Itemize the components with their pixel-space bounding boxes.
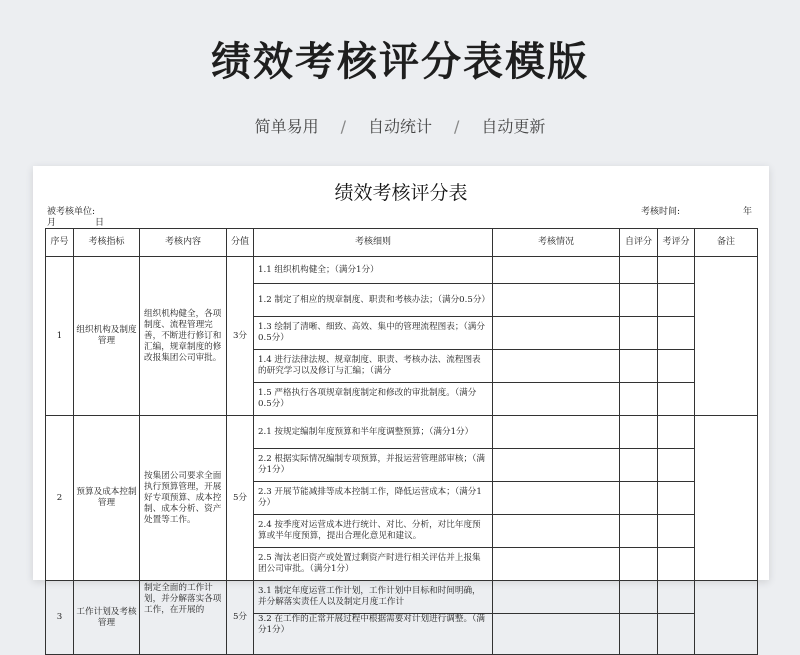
self-score-cell[interactable] — [620, 581, 658, 614]
review-score-cell[interactable] — [658, 257, 695, 284]
month-label: 月 — [47, 218, 57, 228]
detail-cell[interactable]: 1.1 组织机构健全；（满分1分） — [254, 257, 493, 284]
hero-title: 绩效考核评分表模版 — [211, 39, 589, 85]
detail-cell[interactable]: 1.3 绘制了清晰、细致、高效、集中的管理流程图表；（满分0.5分） — [254, 317, 493, 350]
content-cell[interactable]: 制定全面的工作计划，并分解落实各项工作，在开展的 — [140, 581, 227, 655]
status-cell[interactable] — [493, 350, 620, 383]
indicator-cell[interactable]: 工作计划及考核管理 — [74, 581, 140, 655]
year-label: 年 — [743, 207, 753, 217]
detail-cell[interactable]: 2.2 根据实际情况编制专项预算，并报运营管理部审核；（满分1分） — [254, 449, 493, 482]
sheet-title: 绩效考核评分表 — [334, 182, 468, 204]
tag-separator: / — [340, 117, 346, 136]
detail-cell[interactable]: 1.5 严格执行各项规章制度制定和修改的审批制度。（满分0.5分） — [254, 383, 493, 416]
status-cell[interactable] — [493, 581, 620, 614]
self-score-cell[interactable] — [620, 257, 658, 284]
tag-auto-update: 自动更新 — [481, 117, 546, 136]
col-header: 考核指标 — [74, 229, 140, 257]
score-table — [45, 228, 758, 655]
col-header: 自评分 — [620, 229, 658, 257]
self-score-cell[interactable] — [620, 350, 658, 383]
tag-auto-stats: 自动统计 — [367, 117, 432, 136]
table-row — [46, 581, 758, 614]
unit-label: 被考核单位: — [47, 207, 96, 217]
self-score-cell[interactable] — [620, 482, 658, 515]
table-row — [46, 257, 758, 284]
col-header: 备注 — [695, 229, 758, 257]
review-score-cell[interactable] — [658, 383, 695, 416]
col-header: 分值 — [227, 229, 254, 257]
indicator-cell[interactable]: 预算及成本控制管理 — [74, 416, 140, 581]
review-score-cell[interactable] — [658, 548, 695, 581]
status-cell[interactable] — [493, 383, 620, 416]
self-score-cell[interactable] — [620, 449, 658, 482]
detail-cell[interactable]: 3.1 制定年度运营工作计划，工作计划中目标和时间明确，并分解落实责任人以及制定月度工作计 — [254, 581, 493, 614]
status-cell[interactable] — [493, 515, 620, 548]
status-cell[interactable] — [493, 257, 620, 284]
detail-cell[interactable]: 2.5 淘汰老旧资产或处置过剩资产时进行相关评估并上报集团公司审批。（满分1分） — [254, 548, 493, 581]
col-header: 序号 — [46, 229, 74, 257]
detail-cell[interactable]: 2.1 按规定编制年度预算和半年度调整预算；（满分1分） — [254, 416, 493, 449]
feature-tagline — [0, 114, 800, 137]
tag-easy: 简单易用 — [254, 117, 319, 136]
status-cell[interactable] — [493, 449, 620, 482]
col-header: 考核情况 — [493, 229, 620, 257]
row-number: 1 — [46, 257, 74, 416]
self-score-cell[interactable] — [620, 614, 658, 655]
self-score-cell[interactable] — [620, 383, 658, 416]
score-cell[interactable]: 5分 — [227, 416, 254, 581]
tag-separator: / — [454, 117, 460, 136]
detail-cell[interactable]: 1.2 制定了相应的规章制度、职责和考核办法；（满分0.5分） — [254, 284, 493, 317]
review-score-cell[interactable] — [658, 416, 695, 449]
col-header: 考核内容 — [140, 229, 227, 257]
review-score-cell[interactable] — [658, 515, 695, 548]
review-score-cell[interactable] — [658, 482, 695, 515]
review-score-cell[interactable] — [658, 614, 695, 655]
self-score-cell[interactable] — [620, 515, 658, 548]
spreadsheet-preview — [33, 166, 769, 635]
self-score-cell[interactable] — [620, 284, 658, 317]
self-score-cell[interactable] — [620, 317, 658, 350]
score-cell[interactable]: 5分 — [227, 581, 254, 655]
review-score-cell[interactable] — [658, 317, 695, 350]
content-cell[interactable]: 按集团公司要求全面执行预算管理，开展好专项预算、成本控制、成本分析、资产处置等工作。 — [140, 416, 227, 581]
detail-cell[interactable]: 1.4 进行法律法规、规章制度、职责、考核办法、流程图表的研究学习以及修订与汇编；（满分 — [254, 350, 493, 383]
remark-cell[interactable] — [695, 257, 758, 416]
detail-cell[interactable]: 3.2 在工作的正常开展过程中根据需要对计划进行调整。（满分1分） — [254, 614, 493, 655]
remark-cell[interactable] — [695, 581, 758, 655]
time-label: 考核时间: — [641, 207, 681, 217]
day-label: 日 — [95, 218, 105, 228]
score-cell[interactable]: 3分 — [227, 257, 254, 416]
review-score-cell[interactable] — [658, 581, 695, 614]
review-score-cell[interactable] — [658, 284, 695, 317]
row-number: 3 — [46, 581, 74, 655]
self-score-cell[interactable] — [620, 548, 658, 581]
status-cell[interactable] — [493, 614, 620, 655]
status-cell[interactable] — [493, 548, 620, 581]
col-header: 考评分 — [658, 229, 695, 257]
status-cell[interactable] — [493, 416, 620, 449]
review-score-cell[interactable] — [658, 449, 695, 482]
status-cell[interactable] — [493, 317, 620, 350]
remark-cell[interactable] — [695, 416, 758, 581]
review-score-cell[interactable] — [658, 350, 695, 383]
indicator-cell[interactable]: 组织机构及制度管理 — [74, 257, 140, 416]
detail-cell[interactable]: 2.4 按季度对运营成本进行统计、对比、分析，对比年度预算或半年度预算，提出合理化意见和建议。 — [254, 515, 493, 548]
self-score-cell[interactable] — [620, 416, 658, 449]
row-number: 2 — [46, 416, 74, 581]
status-cell[interactable] — [493, 284, 620, 317]
col-header: 考核细则 — [254, 229, 493, 257]
table-row — [46, 416, 758, 449]
table-header-row — [46, 229, 758, 257]
status-cell[interactable] — [493, 482, 620, 515]
detail-cell[interactable]: 2.3 开展节能减排等成本控制工作，降低运营成本；（满分1分） — [254, 482, 493, 515]
content-cell[interactable]: 组织机构健全，各项制度、流程管理完善，不断进行修订和汇编，规章制度的修改报集团公司审批。 — [140, 257, 227, 416]
